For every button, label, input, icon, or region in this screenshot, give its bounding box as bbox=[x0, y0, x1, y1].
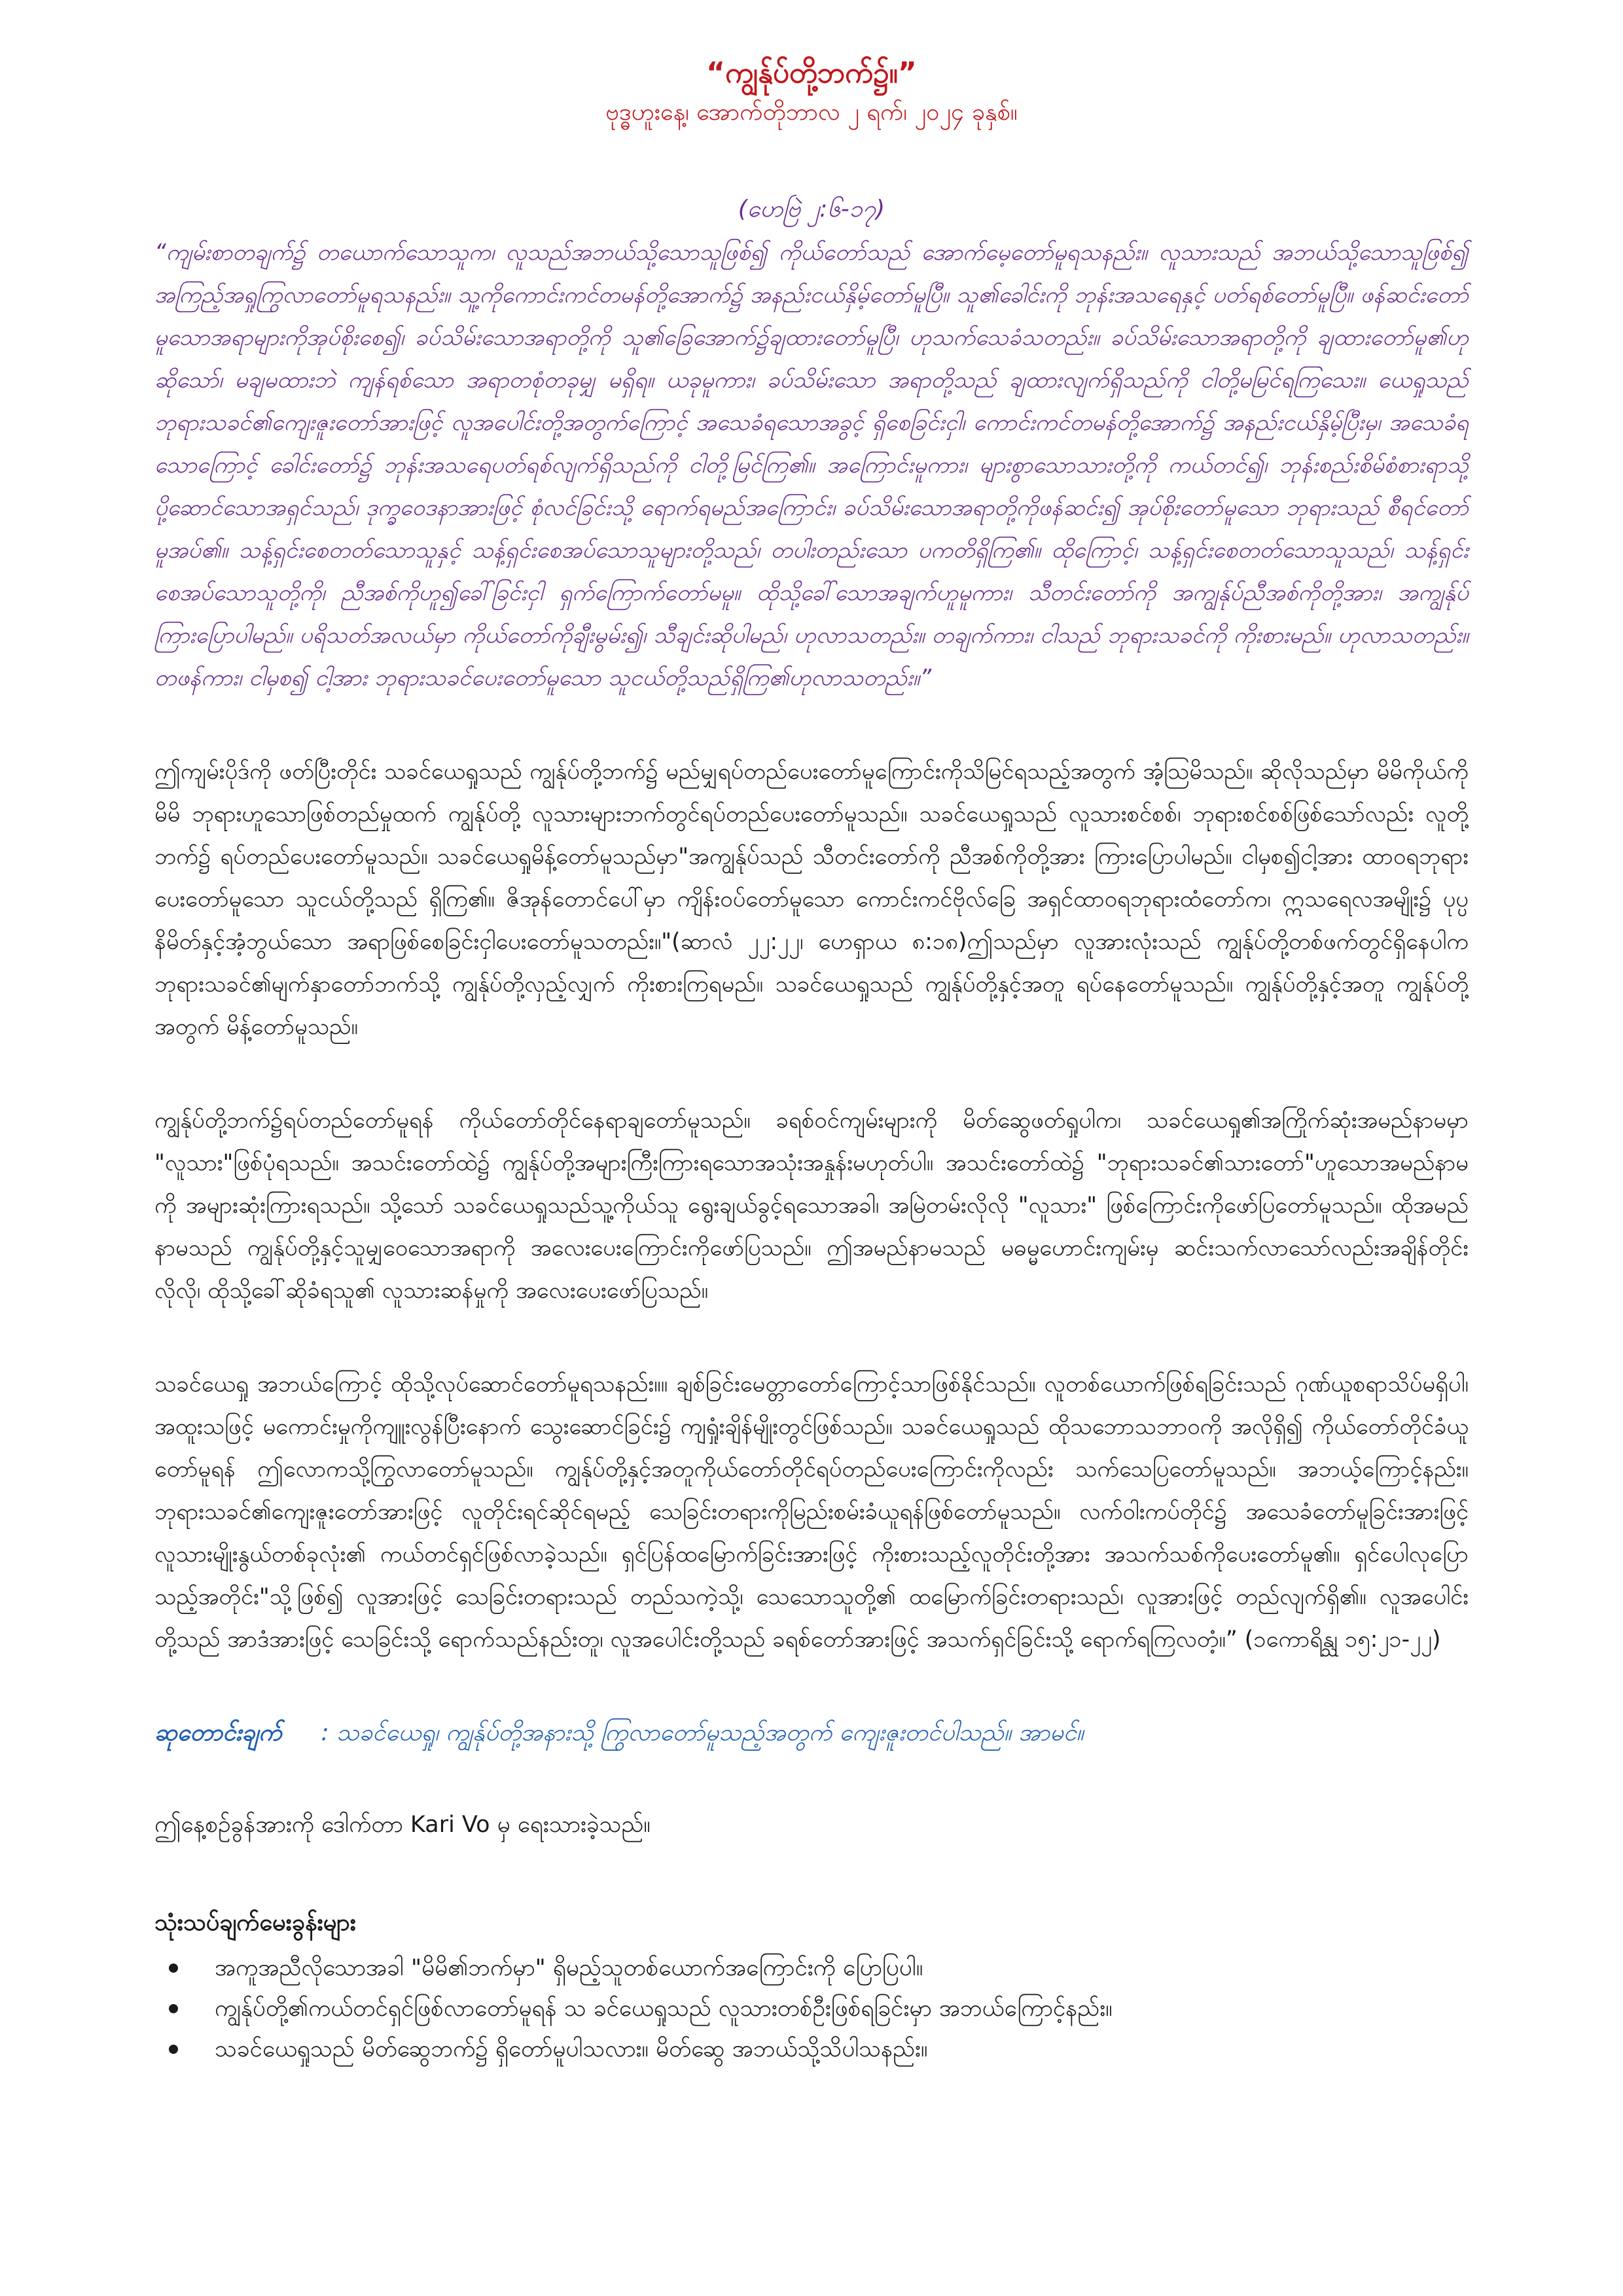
scripture-passage: “ကျမ်းစာတချက်၌ တယောက်သောသူက၊ လူသည်အဘယ်သို့သောသူဖြစ်၍ ကိုယ်တော်သည် အောက်မေ့တော်မူရသနည်း။ လူသားသည် အဘယ်သို့သောသူဖြစ်၍ အကြည့်အရှုကြွလာတော်မူရသနည်း။ သူ့ကိုကောင်းကင်တမန်တို့အောက်၌ အနည်းငယ်နှိမ့်တော်မူပြီ။ သူ၏ခေါင်းကို ဘုန်းအသရေနှင့် ပတ်ရစ်တော်မူပြီ။ ဖန်ဆင်းတော်မူသောအရာများကိုအုပ်စိုးစေ၍၊ ခပ်သိမ်းသောအရာတို့ကို သူ၏ခြေအောက်၌ချထားတော်မူပြီ၊ ဟုသက်သေခံသတည်း။ ခပ်သိမ်းသောအရာတို့ကို ချထားတော်မူ၏ဟုဆိုသော်၊ မချမထားဘဲ ကျန်ရစ်သော အရာတစုံတခုမျှ မရှိရ။ ယခုမူကား၊ ခပ်သိမ်းသော အရာတို့သည် ချထားလျက်ရှိသည်ကို ငါတို့မမြင်ရကြသေး။ ယေရှုသည် ဘုရားသခင်၏ကျေးဇူးတော်အားဖြင့် လူအပေါင်းတို့အတွက်ကြောင့် အသေခံရသောအခွင့် ရှိစေခြင်းငှါ၊ ကောင်းကင်တမန်တို့အောက်၌ အနည်းငယ်နှိမ့်ပြီးမှ၊ အသေခံရသောကြောင့် ခေါင်းတော်၌ ဘုန်းအသရေပတ်ရစ်လျက်ရှိသည်ကို ငါတို့မြင်ကြ၏။ အကြောင်းမူကား၊ များစွာသောသားတို့ကို ကယ်တင်၍၊ ဘုန်းစည်းစိမ်စံစားရာသို့ ပို့ဆောင်သောအရှင်သည်၊ ဒုက္ခဝေဒနာအားဖြင့် စုံလင်ခြင်းသို့ ရောက်ရမည်အကြောင်း၊ ခပ်သိမ်းသောအရာတို့ကိုဖန်ဆင်း၍ အုပ်စိုးတော်မူသော ဘုရားသည် စီရင်တော်မူအပ်၏။ သန့်ရှင်းစေတတ်သောသူနှင့် သန့်ရှင်းစေအပ်သောသူများတို့သည်၊ တပါးတည်းသော ပကတိရှိကြ၏။ ထိုကြောင့်၊ သန့်ရှင်းစေတတ်သောသူသည်၊ သန့်ရှင်းစေအပ်သောသူတို့ကို၊ ညီအစ်ကိုဟူ၍ခေါ်ခြင်းငှါ ရှက်ကြောက်တော်မမူ။ ထိုသို့ခေါ်သောအချက်ဟူမူကား၊ သီတင်းတော်ကို အကျွန်ုပ်ညီအစ်ကိုတို့အား၊ အကျွန်ုပ်ကြားပြောပါမည်။ ပရိသတ်အလယ်မှာ ကိုယ်တော်ကိုချီးမွမ်း၍၊ သီချင်းဆိုပါမည်၊ ဟုလာသတည်း။ တချက်ကား၊ ငါသည် ဘုရားသခင်ကို ကိုးစားမည်။ ဟုလာသတည်း။ တဖန်ကား၊ ငါမှစ၍ ငါ့အား ဘုရားသခင်ပေးတော်မူသော သူငယ်တို့သည်ရှိကြ၏ဟုလာသတည်း။” bbox=[154, 240, 1469, 691]
body-paragraph-2: ကျွန်ုပ်တို့ဘက်၌ရပ်တည်တော်မူရန် ကိုယ်တော်တိုင်နေရာချတော်မူသည်။ ခရစ်ဝင်ကျမ်းများကို မိတ်ဆွေဖတ်ရှုပါက၊ သခင်ယေရှု၏အကြိုက်ဆုံးအမည်နာမမှာ "လူသား"ဖြစ်ပုံရသည်။ အသင်းတော်ထဲ၌ ကျွန်ုပ်တို့အများကြီးကြားရသောအသုံးအနှုန်းမဟုတ်ပါ။ အသင်းတော်ထဲ၌ "ဘုရားသခင်၏သားတော်"ဟူသောအမည်နာမကို အများဆုံးကြားရသည်။ သို့သော် သခင်ယေရှုသည်သူ့ကိုယ်သူ ရွေးချယ်ခွင့်ရသောအခါ၊ အမြဲတမ်းလိုလို "လူသား" ဖြစ်ကြောင်းကိုဖော်ပြတော်မူသည်။ ထိုအမည်နာမသည် ကျွန်ုပ်တို့နှင့်သူမျှဝေသောအရာကို အလေးပေးကြောင်းကိုဖော်ပြသည်။ ဤအမည်နာမသည် မဓမ္မဟောင်းကျမ်းမှ ဆင်းသက်လာသော်လည်းအချိန်တိုင်းလိုလို၊ ထိုသို့ခေါ်ဆိုခံရသူ၏ လူသားဆန်မှုကို အလေးပေးဖော်ပြသည်။ bbox=[154, 1107, 1469, 1304]
bullet-icon bbox=[169, 2004, 178, 2013]
questions-list bbox=[154, 1948, 1469, 2070]
question-item bbox=[154, 2029, 1469, 2070]
question-text: သခင်ယေရှုသည် မိတ်ဆွေဘက်၌ ရှိတော်မူပါသလား။ မိတ်ဆွေ အဘယ်သို့သိပါသနည်း။ bbox=[215, 2036, 928, 2062]
scripture-reference: (ဟေဗြဲ ၂:၆-၁၇) bbox=[738, 196, 885, 223]
prayer-section bbox=[154, 1713, 1469, 1753]
prayer-label: ဆုတောင်းချက် bbox=[154, 1719, 282, 1746]
bullet-icon bbox=[169, 2045, 178, 2054]
questions-heading: သုံးသပ်ချက်မေးခွန်းများ bbox=[154, 1909, 356, 1936]
page-title: “ကျွန်ုပ်တို့ဘက်၌။” bbox=[706, 56, 917, 90]
body-paragraph-3: သခင်ယေရှု အဘယ်ကြောင့် ထိုသို့လုပ်ဆောင်တော်မူရသနည်း။။ ချစ်ခြင်းမေတ္တာတော်ကြောင့်သာဖြစ်နိုင်သည်။ လူတစ်ယောက်ဖြစ်ရခြင်းသည် ဂုဏ်ယူစရာသိပ်မရှိပါ၊ အထူးသဖြင့် မကောင်းမှုကိုကျူးလွန်ပြီးနောက် သွေးဆောင်ခြင်း၌ ကျရှုံးချိန်မျိုးတွင်ဖြစ်သည်။ သခင်ယေရှုသည် ထိုသဘောသဘာဝကို အလိုရှိ၍ ကိုယ်တော်တိုင်ခံယူတော်မူရန် ဤလောကသို့ကြွလာတော်မူသည်။ ကျွန်ုပ်တို့နှင့်အတူကိုယ်တော်တိုင်ရပ်တည်ပေးကြောင်းကိုလည်း သက်သေပြတော်မူသည်။ အဘယ့်ကြောင့်နည်း။ ဘုရားသခင်၏ကျေးဇူးတော်အားဖြင့် လူတိုင်းရင်ဆိုင်ရမည့် သေခြင်းတရားကိုမြည်းစမ်းခံယူရန်ဖြစ်တော်မူသည်။ လက်ဝါးကပ်တိုင်၌ အသေခံတော်မူခြင်းအားဖြင့် လူသားမျိုးနွယ်တစ်ခုလုံး၏ ကယ်တင်ရှင်ဖြစ်လာခဲ့သည်။ ရှင်ပြန်ထမြောက်ခြင်းအားဖြင့် ကိုးစားသည့်လူတိုင်းတို့အား အသက်သစ်ကိုပေးတော်မူ၏။ ရှင်ပေါလုပြောသည့်အတိုင်း"သို့ဖြစ်၍ လူအားဖြင့် သေခြင်းတရားသည် တည်သကဲ့သို့၊ သေသောသူတို့၏ ထမြောက်ခြင်းတရားသည်၊ လူအားဖြင့် တည်လျက်ရှိ၏။ လူအပေါင်းတို့သည် အာဒံအားဖြင့် သေခြင်းသို့ ရောက်သည်နည်းတူ၊ လူအပေါင်းတို့သည် ခရစ်တော်အားဖြင့် အသက်ရှင်ခြင်းသို့ ရောက်ရကြလတံ့။” (၁ကောရိန္သု ၁၅:၂၁-၂၂) bbox=[154, 1371, 1469, 1653]
body-paragraph-1: ဤကျမ်းပိုဒ်ကို ဖတ်ပြီးတိုင်း သခင်ယေရှုသည် ကျွန်ုပ်တို့ဘက်၌ မည်မျှရပ်တည်ပေးတော်မူကြောင်းကိုသိမြင်ရသည့်အတွက် အံ့သြမိသည်။ ဆိုလိုသည်မှာ မိမိကိုယ်ကိုမိမိ ဘုရားဟူသောဖြစ်တည်မှုထက် ကျွန်ုပ်တို့ လူသားများဘက်တွင်ရပ်တည်ပေးတော်မူသည်။ သခင်ယေရှုသည် လူသားစင်စစ်၊ ဘုရားစင်စစ်ဖြစ်သော်လည်း လူတို့ဘက်၌ ရပ်တည်ပေးတော်မူသည်။ သခင်ယေရှုမိန့်တော်မူသည်မှာ"အကျွန်ုပ်သည် သီတင်းတော်ကို ညီအစ်ကိုတို့အား ကြားပြောပါမည်။ ငါမှစ၍ငါ့အား ထာဝရဘုရားပေးတော်မူသော သူငယ်တို့သည် ရှိကြ၏။ ဇိအုန်တောင်ပေါ်မှာ ကျိန်းဝပ်တော်မူသော ကောင်းကင်ဗိုလ်ခြေ အရှင်ထာဝရဘုရားထံတော်က၊ ဣသရေလအမျိုး၌ ပုပ္ပနိမိတ်နှင့်အံ့ဘွယ်သော အရာဖြစ်စေခြင်းငှါပေးတော်မူသတည်း။"(ဆာလံ ၂၂:၂၂၊ ဟေရှာယ ၈:၁၈)ဤသည်မှာ လူအားလုံးသည် ကျွန်ုပ်တို့တစ်ဖက်တွင်ရှိနေပါက ဘုရားသခင်၏မျက်နှာတော်ဘက်သို့ ကျွန်ုပ်တို့လှည့်လျှက် ကိုးစားကြရမည်။ သခင်ယေရှုသည် ကျွန်ုပ်တို့နှင့်အတူ ရပ်နေတော်မူသည်။ ကျွန်ုပ်တို့နှင့်အတူ ကျွန်ုပ်တို့အတွက် မိန့်တော်မူသည်။ bbox=[154, 759, 1469, 1040]
question-text: အကူအညီလိုသောအခါ "မိမိ၏ဘက်မှာ" ရှိမည့်သူတစ်ယောက်အကြောင်းကို ပြောပြပါ။ bbox=[215, 1955, 923, 1981]
date-line: ဗုဒ္ဓဟူးနေ့၊ အောက်တိုဘာလ ၂ ရက်၊ ၂၀၂၄ ခုနှစ်။ bbox=[605, 99, 1018, 126]
question-item bbox=[154, 1948, 1469, 1988]
question-text: ကျွန်ုပ်တို့၏ကယ်တင်ရှင်ဖြစ်လာတော်မူရန် သ ခင်ယေရှုသည် လူသားတစ်ဦးဖြစ်ရခြင်းမှာ အဘယ်ကြောင့်နည်း။ bbox=[215, 1996, 1113, 2022]
bullet-icon bbox=[169, 1964, 178, 1973]
question-item bbox=[154, 1988, 1469, 2029]
author-credit: ဤနေ့စဉ်ခွန်အားကို ဒေါက်တာ Kari Vo မှ ရေးသားခဲ့သည်။ bbox=[154, 1812, 651, 1838]
reflection-questions bbox=[154, 1903, 1469, 2070]
prayer-text: : သခင်ယေရှု၊ ကျွန်ုပ်တို့အနားသို့ ကြွလာတော်မူသည့်အတွက် ကျေးဇူးတင်ပါသည်။ အာမင်။ bbox=[321, 1719, 1084, 1746]
